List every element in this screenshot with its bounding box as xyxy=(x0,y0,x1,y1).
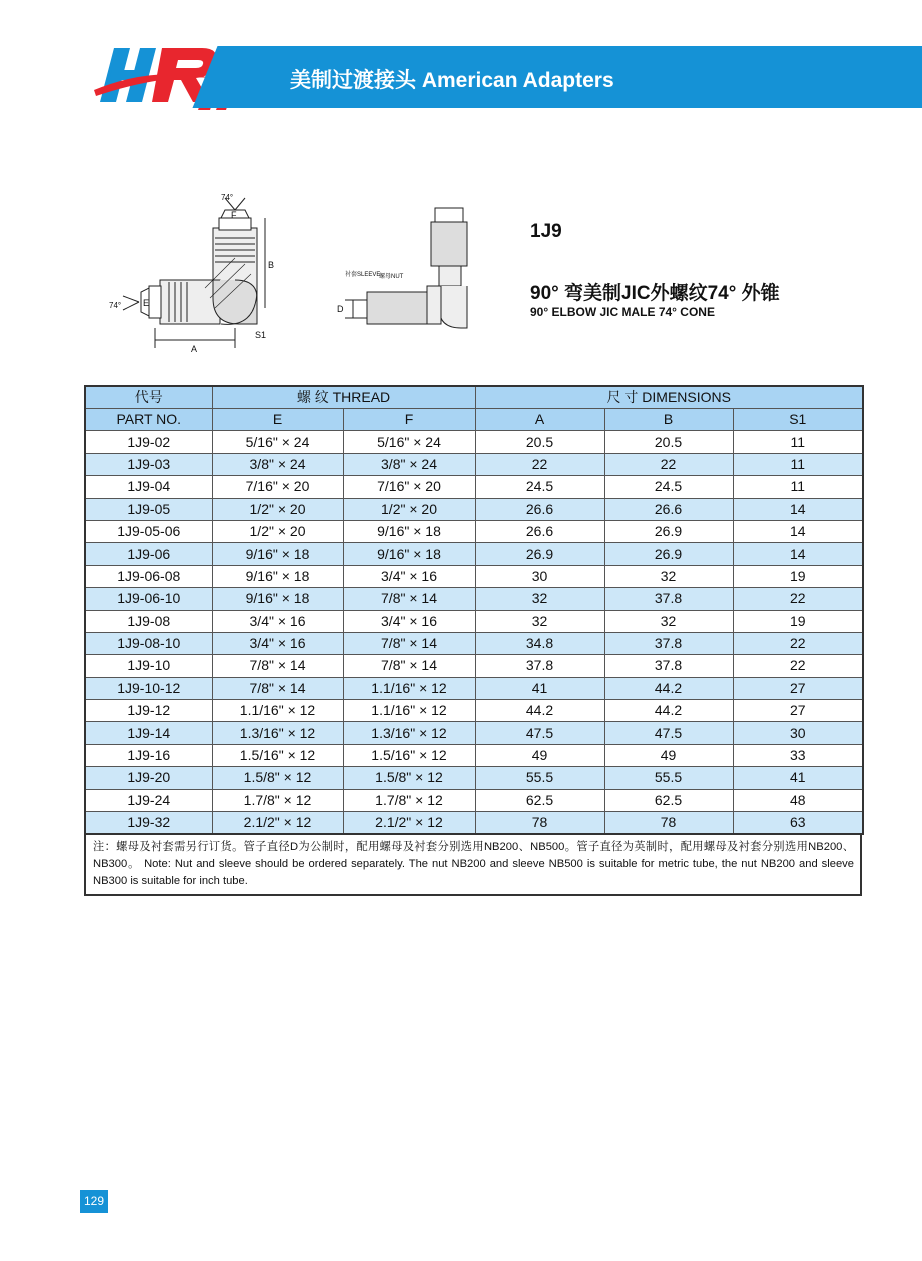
part-no-cell: 1J9-06-08 xyxy=(85,565,212,587)
thread-f-cell: 7/16" × 20 xyxy=(343,476,475,498)
thread-e-cell: 2.1/2" × 12 xyxy=(212,812,343,835)
fitting-drawings xyxy=(105,188,505,358)
thread-e-cell: 1/2" × 20 xyxy=(212,498,343,520)
dim-b-cell: 37.8 xyxy=(604,655,733,677)
dim-s1-cell: 22 xyxy=(733,588,863,610)
page-header xyxy=(0,38,922,118)
table-row xyxy=(85,744,863,766)
dim-a-cell: 78 xyxy=(475,812,604,835)
table-row xyxy=(85,588,863,610)
assembly-drawing xyxy=(345,208,467,328)
dim-s1-cell: 11 xyxy=(733,453,863,475)
table-row xyxy=(85,520,863,542)
dim-b-cell: 55.5 xyxy=(604,767,733,789)
dim-a-cell: 41 xyxy=(475,677,604,699)
dim-a-cell: 20.5 xyxy=(475,431,604,453)
part-no-cell: 1J9-14 xyxy=(85,722,212,744)
thread-e-cell: 9/16" × 18 xyxy=(212,543,343,565)
dim-b-label: B xyxy=(268,260,275,270)
part-no-cell: 1J9-16 xyxy=(85,744,212,766)
dim-s1-cell: 33 xyxy=(733,744,863,766)
thread-f-cell: 9/16" × 18 xyxy=(343,543,475,565)
angle-top-label: 74° xyxy=(221,193,234,202)
thread-e-cell: 3/4" × 16 xyxy=(212,610,343,632)
dim-a-cell: 47.5 xyxy=(475,722,604,744)
dim-s1-cell: 27 xyxy=(733,700,863,722)
dim-b-cell: 37.8 xyxy=(604,632,733,654)
product-title-en: 90° ELBOW JIC MALE 74° CONE xyxy=(530,305,715,319)
dim-a-cell: 62.5 xyxy=(475,789,604,811)
dim-a-cell: 44.2 xyxy=(475,700,604,722)
table-row xyxy=(85,700,863,722)
dim-b-cell: 47.5 xyxy=(604,722,733,744)
thread-f-cell: 7/8" × 14 xyxy=(343,588,475,610)
dim-d-label: D xyxy=(337,304,344,314)
table-row xyxy=(85,655,863,677)
dim-a-cell: 22 xyxy=(475,453,604,475)
table-row xyxy=(85,453,863,475)
dim-a-cell: 32 xyxy=(475,610,604,632)
angle-side-label: 74° xyxy=(109,301,122,310)
dim-b-cell: 49 xyxy=(604,744,733,766)
part-no-cell: 1J9-03 xyxy=(85,453,212,475)
part-no-cell: 1J9-06 xyxy=(85,543,212,565)
header-col-s1: S1 xyxy=(733,409,863,431)
table-row xyxy=(85,565,863,587)
thread-f-cell: 1.3/16" × 12 xyxy=(343,722,475,744)
part-no-cell: 1J9-08-10 xyxy=(85,632,212,654)
dim-b-cell: 37.8 xyxy=(604,588,733,610)
header-part-en: PART NO. xyxy=(85,409,212,431)
dim-s1-cell: 63 xyxy=(733,812,863,835)
thread-e-cell: 3/8" × 24 xyxy=(212,453,343,475)
table-body xyxy=(85,431,863,834)
sleeve-label: 衬套SLEEVE xyxy=(345,272,381,278)
thread-f-cell: 3/4" × 16 xyxy=(343,610,475,632)
elbow-drawing xyxy=(123,198,265,348)
dim-b-cell: 44.2 xyxy=(604,700,733,722)
product-code: 1J9 xyxy=(530,221,562,242)
part-no-cell: 1J9-06-10 xyxy=(85,588,212,610)
table-note: 注：螺母及衬套需另行订货。管子直径D为公制时，配用螺母及衬套分别选用NB200、NB500。管子直径为英制时，配用螺母及衬套分别选用NB200、NB300。 Note: Nut and sleeve should be ordered separately. The nut NB200 and sleeve NB500 is suitable for metric tube, the nut NB200 and sleeve NB300 is suitable for inch tube. xyxy=(84,835,862,896)
thread-f-cell: 1.5/16" × 12 xyxy=(343,744,475,766)
dim-s1-cell: 41 xyxy=(733,767,863,789)
spec-table xyxy=(84,385,864,835)
header-part-cn: 代号 xyxy=(85,386,212,409)
page-number: 129 xyxy=(80,1190,108,1213)
thread-f-cell: 1.5/8" × 12 xyxy=(343,767,475,789)
thread-f-cell: 3/4" × 16 xyxy=(343,565,475,587)
dim-b-cell: 20.5 xyxy=(604,431,733,453)
dim-b-cell: 26.9 xyxy=(604,520,733,542)
dim-a-cell: 32 xyxy=(475,588,604,610)
dim-s1-cell: 48 xyxy=(733,789,863,811)
dim-s1-cell: 19 xyxy=(733,565,863,587)
thread-e-cell: 1.5/16" × 12 xyxy=(212,744,343,766)
dim-s1-cell: 19 xyxy=(733,610,863,632)
dim-b-cell: 62.5 xyxy=(604,789,733,811)
thread-f-cell: 7/8" × 14 xyxy=(343,655,475,677)
thread-e-cell: 7/16" × 20 xyxy=(212,476,343,498)
dim-b-cell: 44.2 xyxy=(604,677,733,699)
header-col-e: E xyxy=(212,409,343,431)
table-row xyxy=(85,476,863,498)
dim-b-cell: 26.6 xyxy=(604,498,733,520)
dim-a-cell: 34.8 xyxy=(475,632,604,654)
part-no-cell: 1J9-24 xyxy=(85,789,212,811)
thread-f-cell: 1/2" × 20 xyxy=(343,498,475,520)
header-thread: 螺 纹 THREAD xyxy=(212,386,475,409)
table-row xyxy=(85,498,863,520)
table-row xyxy=(85,767,863,789)
part-no-cell: 1J9-20 xyxy=(85,767,212,789)
part-no-cell: 1J9-08 xyxy=(85,610,212,632)
part-no-cell: 1J9-04 xyxy=(85,476,212,498)
header-col-a: A xyxy=(475,409,604,431)
dim-a-cell: 26.6 xyxy=(475,498,604,520)
dim-f-label: F xyxy=(231,210,237,220)
dim-a-cell: 26.6 xyxy=(475,520,604,542)
dim-s1-cell: 27 xyxy=(733,677,863,699)
thread-e-cell: 1.3/16" × 12 xyxy=(212,722,343,744)
dim-s1-cell: 14 xyxy=(733,520,863,542)
dim-s1-cell: 14 xyxy=(733,498,863,520)
table-row xyxy=(85,677,863,699)
thread-e-cell: 1.5/8" × 12 xyxy=(212,767,343,789)
thread-f-cell: 3/8" × 24 xyxy=(343,453,475,475)
part-no-cell: 1J9-12 xyxy=(85,700,212,722)
thread-e-cell: 1/2" × 20 xyxy=(212,520,343,542)
dim-b-cell: 26.9 xyxy=(604,543,733,565)
dim-s1-cell: 30 xyxy=(733,722,863,744)
thread-f-cell: 7/8" × 14 xyxy=(343,632,475,654)
part-no-cell: 1J9-10-12 xyxy=(85,677,212,699)
table-row xyxy=(85,812,863,835)
dim-a-cell: 24.5 xyxy=(475,476,604,498)
header-col-b: B xyxy=(604,409,733,431)
thread-f-cell: 1.7/8" × 12 xyxy=(343,789,475,811)
dim-b-cell: 32 xyxy=(604,565,733,587)
thread-f-cell: 1.1/16" × 12 xyxy=(343,677,475,699)
product-title-cn: 90° 弯美制JIC外螺纹74° 外锥 xyxy=(530,283,780,304)
table-row xyxy=(85,543,863,565)
part-no-cell: 1J9-02 xyxy=(85,431,212,453)
header-dimensions: 尺 寸 DIMENSIONS xyxy=(475,386,863,409)
thread-e-cell: 5/16" × 24 xyxy=(212,431,343,453)
table-row xyxy=(85,722,863,744)
dim-a-cell: 55.5 xyxy=(475,767,604,789)
dim-s1-cell: 11 xyxy=(733,476,863,498)
thread-e-cell: 9/16" × 18 xyxy=(212,565,343,587)
dim-b-cell: 24.5 xyxy=(604,476,733,498)
dim-s1-cell: 22 xyxy=(733,632,863,654)
table-row xyxy=(85,632,863,654)
thread-f-cell: 2.1/2" × 12 xyxy=(343,812,475,835)
header-col-f: F xyxy=(343,409,475,431)
part-no-cell: 1J9-05-06 xyxy=(85,520,212,542)
thread-e-cell: 7/8" × 14 xyxy=(212,655,343,677)
part-no-cell: 1J9-10 xyxy=(85,655,212,677)
table-row xyxy=(85,610,863,632)
dim-a-cell: 37.8 xyxy=(475,655,604,677)
dim-s1-label: S1 xyxy=(255,330,267,340)
table-row xyxy=(85,431,863,453)
spec-table-wrapper xyxy=(84,385,862,896)
thread-e-cell: 3/4" × 16 xyxy=(212,632,343,654)
thread-e-cell: 1.1/16" × 12 xyxy=(212,700,343,722)
dim-e-label: E xyxy=(143,298,150,308)
thread-e-cell: 1.7/8" × 12 xyxy=(212,789,343,811)
dim-a-cell: 26.9 xyxy=(475,543,604,565)
part-no-cell: 1J9-32 xyxy=(85,812,212,835)
thread-f-cell: 9/16" × 18 xyxy=(343,520,475,542)
thread-e-cell: 7/8" × 14 xyxy=(212,677,343,699)
dim-b-cell: 32 xyxy=(604,610,733,632)
thread-f-cell: 1.1/16" × 12 xyxy=(343,700,475,722)
page-title: 美制过渡接头 American Adapters xyxy=(290,69,614,92)
thread-f-cell: 5/16" × 24 xyxy=(343,431,475,453)
part-no-cell: 1J9-05 xyxy=(85,498,212,520)
dim-a-label: A xyxy=(191,344,198,354)
dim-s1-cell: 22 xyxy=(733,655,863,677)
thread-e-cell: 9/16" × 18 xyxy=(212,588,343,610)
dim-s1-cell: 11 xyxy=(733,431,863,453)
dim-a-cell: 30 xyxy=(475,565,604,587)
dim-a-cell: 49 xyxy=(475,744,604,766)
dim-b-cell: 78 xyxy=(604,812,733,835)
nut-label: 螺母NUT xyxy=(379,274,404,280)
dim-b-cell: 22 xyxy=(604,453,733,475)
table-row xyxy=(85,789,863,811)
dim-s1-cell: 14 xyxy=(733,543,863,565)
